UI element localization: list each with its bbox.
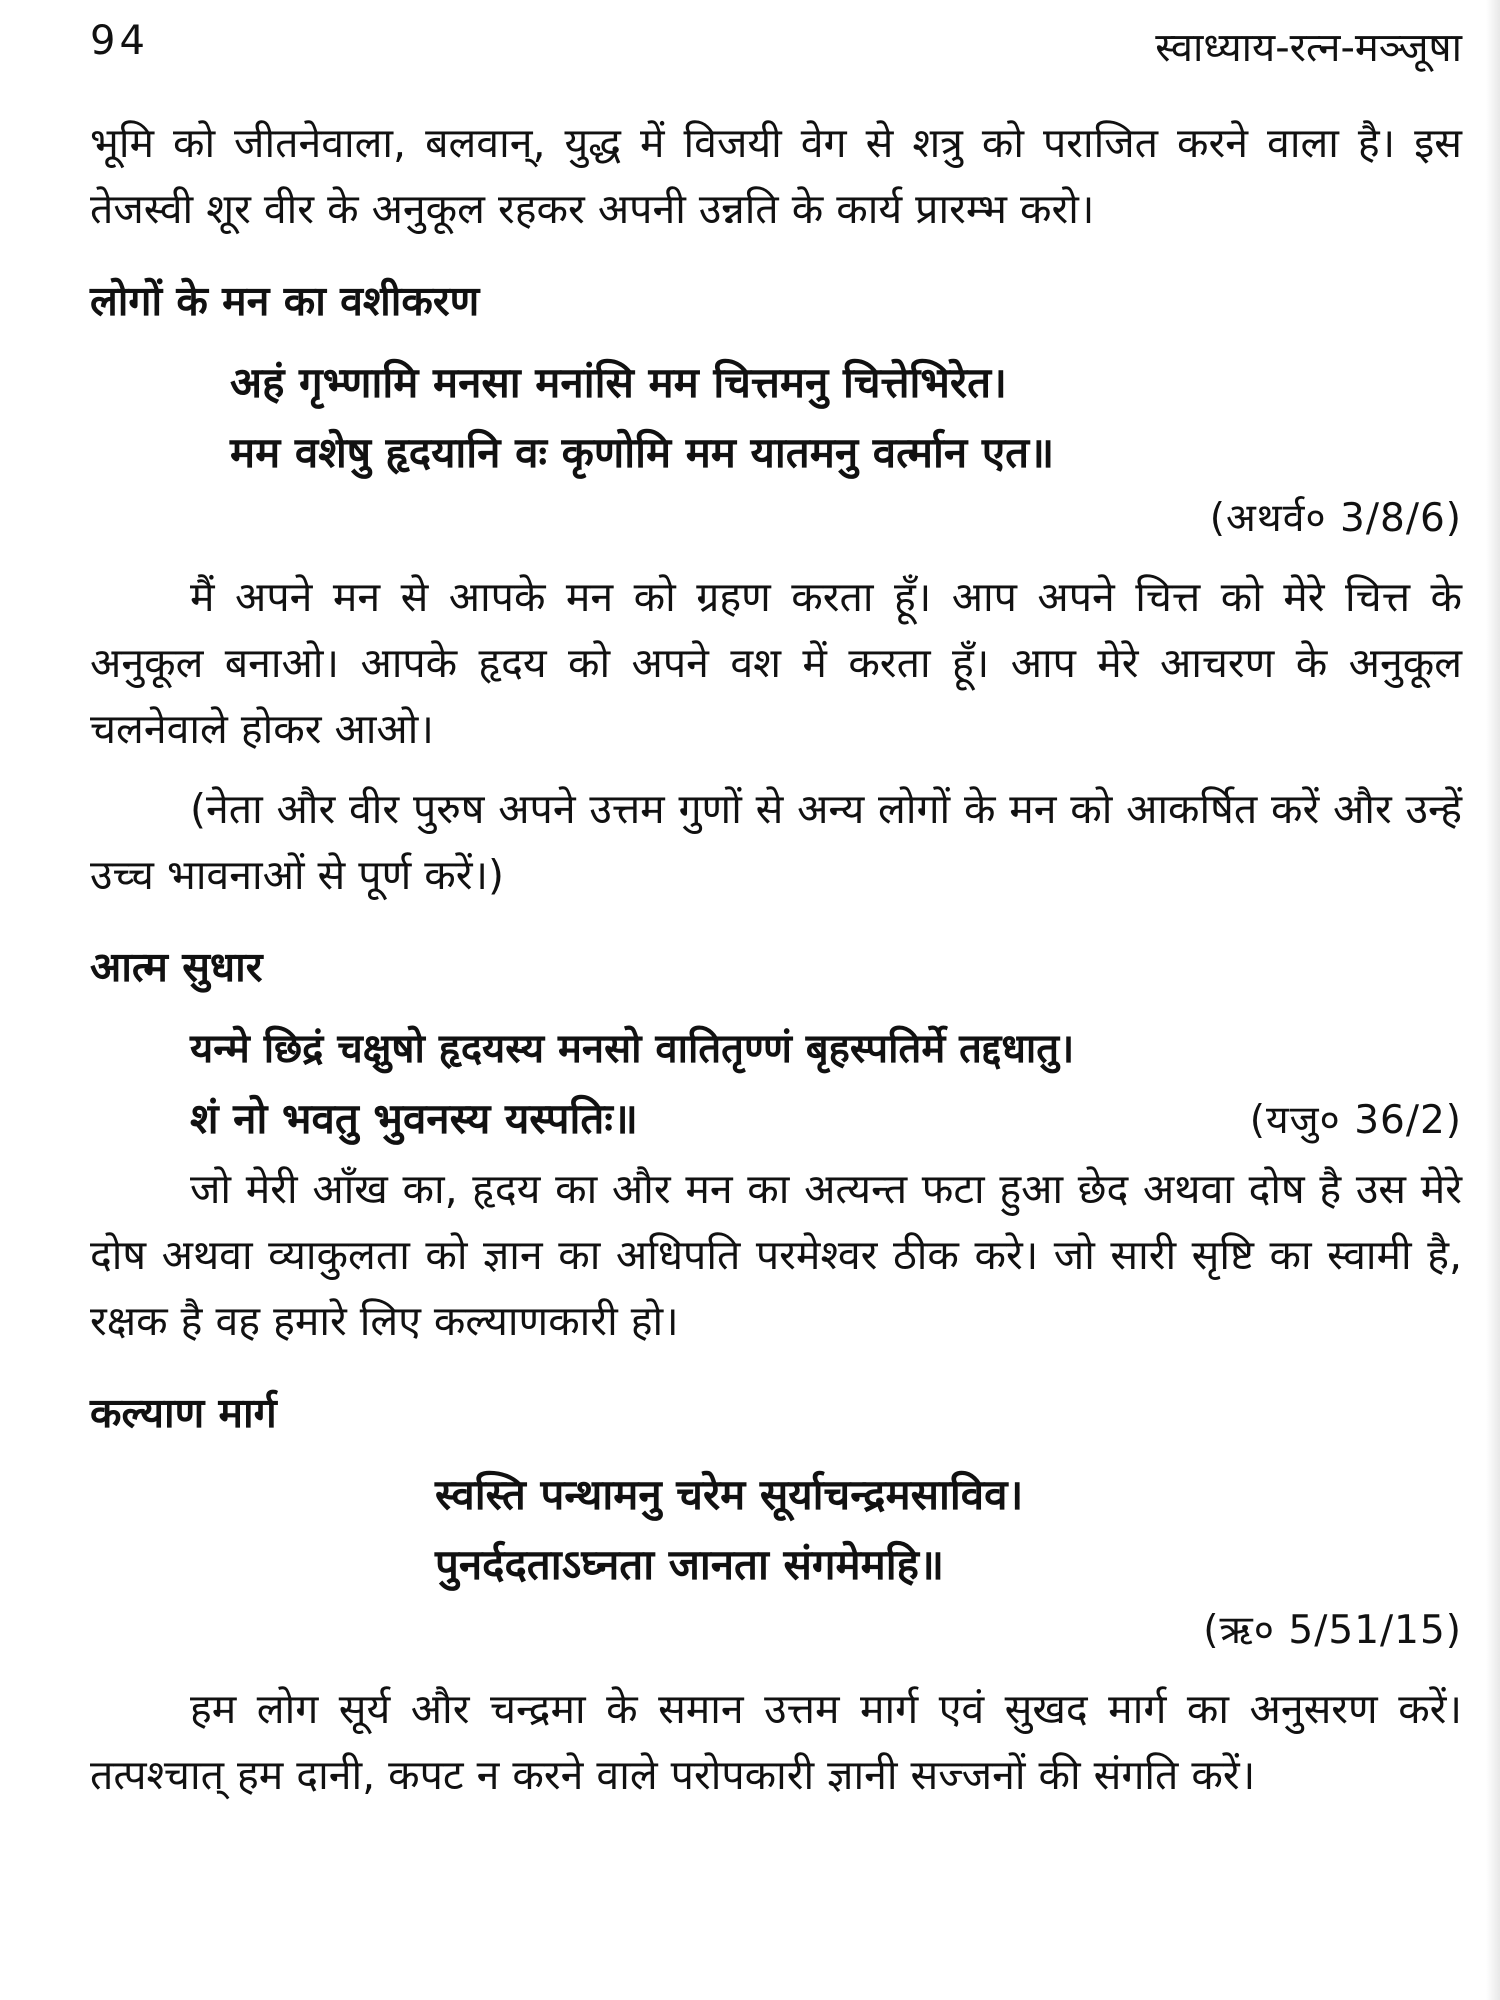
verse-line: मम वशेषु हृदयानि वः कृणोमि मम यातमनु वर्त्मान एत॥ <box>230 428 1055 477</box>
note-paragraph: (नेता और वीर पुरुष अपने उत्तम गुणों से अन्य लोगों के मन को आकर्षित करें और उन्हें उच्च भावनाओं से पूर्ण करें।) <box>90 785 1462 899</box>
verse-row-with-reference <box>90 1084 1462 1156</box>
section-heading: लोगों के मन का वशीकरण <box>90 277 480 325</box>
verse-line: स्वस्ति पन्थामनु चरेम सूर्याचन्द्रमसाविव। <box>435 1470 1024 1519</box>
section-heading: आत्म सुधार <box>90 943 263 991</box>
intro-paragraph: भूमि को जीतनेवाला, बलवान्, युद्ध में विजयी वेग से शत्रु को पराजित करने वाला है। इस तेजस्वी शूर वीर के अनुकूल रहकर अपनी उन्नति के कार्य प्रारम्भ करो। <box>90 119 1462 233</box>
explanation-paragraph: हम लोग सूर्य और चन्द्रमा के समान उत्तम मार्ग एवं सुखद मार्ग का अनुसरण करें। तत्पश्चात् हम दानी, कपट न करने वाले परोपकारी ज्ञानी सज्जनों की संगति करें। <box>90 1685 1462 1799</box>
verse-line: शं नो भवतु भुवनस्य यस्पतिः॥ <box>190 1094 638 1143</box>
verse-line: अहं गृभ्णामि मनसा मनांसि मम चित्तमनु चित्तेभिरेत। <box>230 358 1007 407</box>
section-kalyan-marg <box>90 1380 1462 1808</box>
running-title: स्वाध्याय-रत्न-मञ्जूषा <box>1155 25 1462 71</box>
verse-line: पुनर्ददताऽघ्नता जानता संगमेमहि॥ <box>435 1540 945 1589</box>
verse-reference: (यजु० 36/2) <box>1249 1098 1462 1143</box>
verse-line: यन्मे छिद्रं चक्षुषो हृदयस्य मनसो वातितृण्णं बृहस्पतिर्मे तद्दधातु। <box>190 1026 1075 1072</box>
explanation-paragraph: जो मेरी आँख का, हृदय का और मन का अत्यन्त फटा हुआ छेद अथवा दोष है उस मेरे दोष अथवा व्याकुलता को ज्ञान का अधिपति परमेश्वर ठीक करे। जो सारी सृष्टि का स्वामी है, रक्षक है वह हमारे लिए कल्याणकारी हो। <box>90 1165 1462 1345</box>
explanation-paragraph: मैं अपने मन से आपके मन को ग्रहण करता हूँ। आप अपने चित्त को मेरे चित्त के अनुकूल बनाओ। आपके हृदय को अपने वश में करता हूँ। आप मेरे आचरण के अनुकूल चलनेवाले होकर आओ। <box>90 573 1462 753</box>
verse-reference: (अथर्व० 3/8/6) <box>1209 496 1462 541</box>
page-header <box>90 0 1462 110</box>
page-number: 94 <box>90 18 149 64</box>
section-atma-sudhar <box>90 934 1462 1354</box>
page-edge-shadow <box>1486 0 1500 2000</box>
section-heading: कल्याण मार्ग <box>90 1389 277 1437</box>
section-vashikaran <box>90 268 1462 908</box>
verse-reference: (ऋ० 5/51/15) <box>1203 1608 1462 1653</box>
